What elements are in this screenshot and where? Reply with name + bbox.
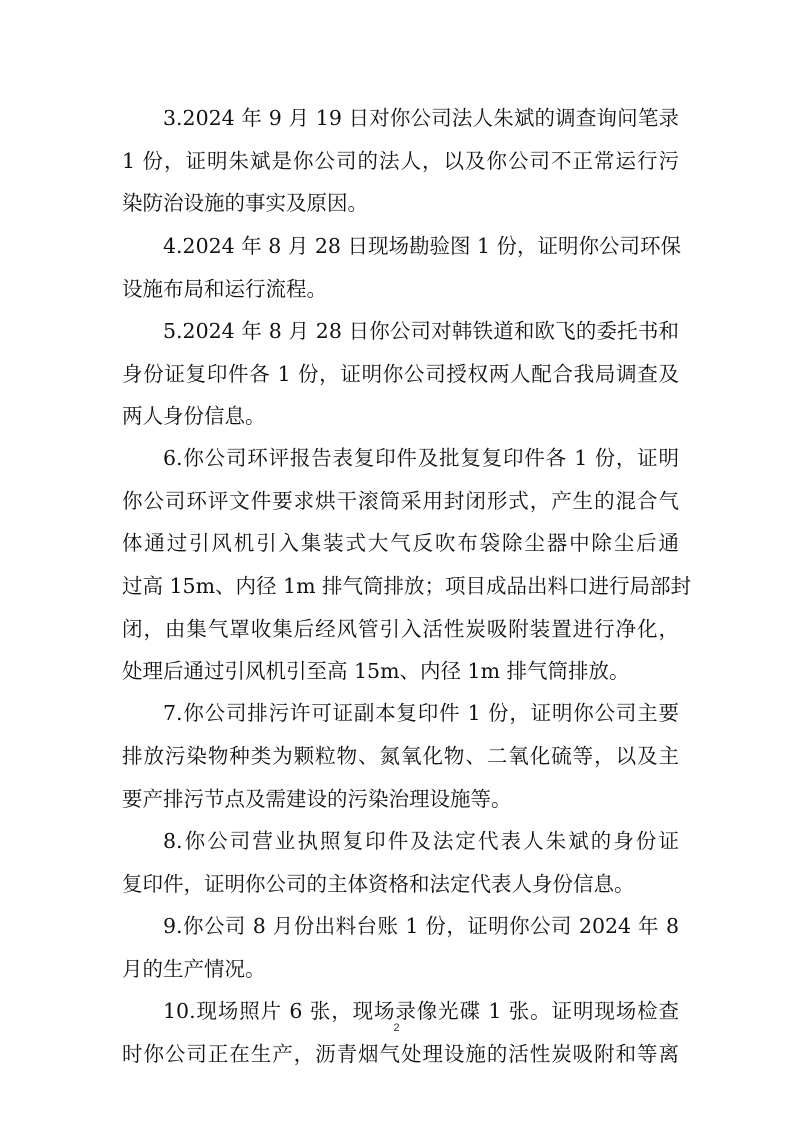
paragraph-6-line-3: 体通过引风机引入集装式大气反吹布袋除尘器中除尘后通: [122, 531, 679, 555]
paragraph-10-line-2: 时你公司正在生产，沥青烟气处理设施的活性炭吸附和等离: [122, 1042, 679, 1066]
paragraph-10-line-1: 10.现场照片 6 张，现场录像光碟 1 张。证明现场检查: [163, 999, 679, 1023]
paragraph-7-line-2: 排放污染物种类为颗粒物、氮氧化物、二氧化硫等，以及主: [122, 744, 679, 768]
paragraph-4-line-2: 设施布局和运行流程。: [122, 277, 327, 301]
paragraph-5-line-3: 两人身份信息。: [122, 404, 266, 428]
paragraph-6-line-1: 6.你公司环评报告表复印件及批复复印件各 1 份，证明: [163, 446, 679, 470]
paragraph-4-line-1: 4.2024 年 8 月 28 日现场勘验图 1 份，证明你公司环保: [163, 234, 682, 258]
paragraph-6-line-5: 闭，由集气罩收集后经风管引入活性炭吸附装置进行净化，: [122, 617, 679, 641]
paragraph-6-line-4: 过高 15m、内径 1m 排气筒排放；项目成品出料口进行局部封: [122, 574, 692, 598]
paragraph-3-line-2: 1 份，证明朱斌是你公司的法人，以及你公司不正常运行污: [122, 149, 679, 173]
paragraph-8-line-1: 8.你公司营业执照复印件及法定代表人朱斌的身份证: [163, 829, 679, 853]
paragraph-7-line-1: 7.你公司排污许可证副本复印件 1 份，证明你公司主要: [163, 701, 679, 725]
paragraph-9-line-2: 月的生产情况。: [122, 957, 266, 981]
paragraph-3-line-1: 3.2024 年 9 月 19 日对你公司法人朱斌的调查询问笔录: [163, 106, 679, 130]
page-number: 2: [393, 1022, 400, 1034]
paragraph-8-line-2: 复印件，证明你公司的主体资格和法定代表人身份信息。: [122, 872, 635, 896]
paragraph-6-line-2: 你公司环评文件要求烘干滚筒采用封闭形式，产生的混合气: [122, 489, 679, 513]
paragraph-9-line-1: 9.你公司 8 月份出料台账 1 份，证明你公司 2024 年 8: [163, 914, 679, 938]
paragraph-5-line-1: 5.2024 年 8 月 28 日你公司对韩铁道和欧飞的委托书和: [163, 319, 679, 343]
paragraph-3-line-3: 染防治设施的事实及原因。: [122, 191, 368, 215]
paragraph-6-line-6: 处理后通过引风机引至高 15m、内径 1m 排气筒排放。: [122, 659, 630, 683]
paragraph-7-line-3: 要产排污节点及需建设的污染治理设施等。: [122, 787, 512, 811]
paragraph-5-line-2: 身份证复印件各 1 份，证明你公司授权两人配合我局调查及: [122, 362, 679, 386]
